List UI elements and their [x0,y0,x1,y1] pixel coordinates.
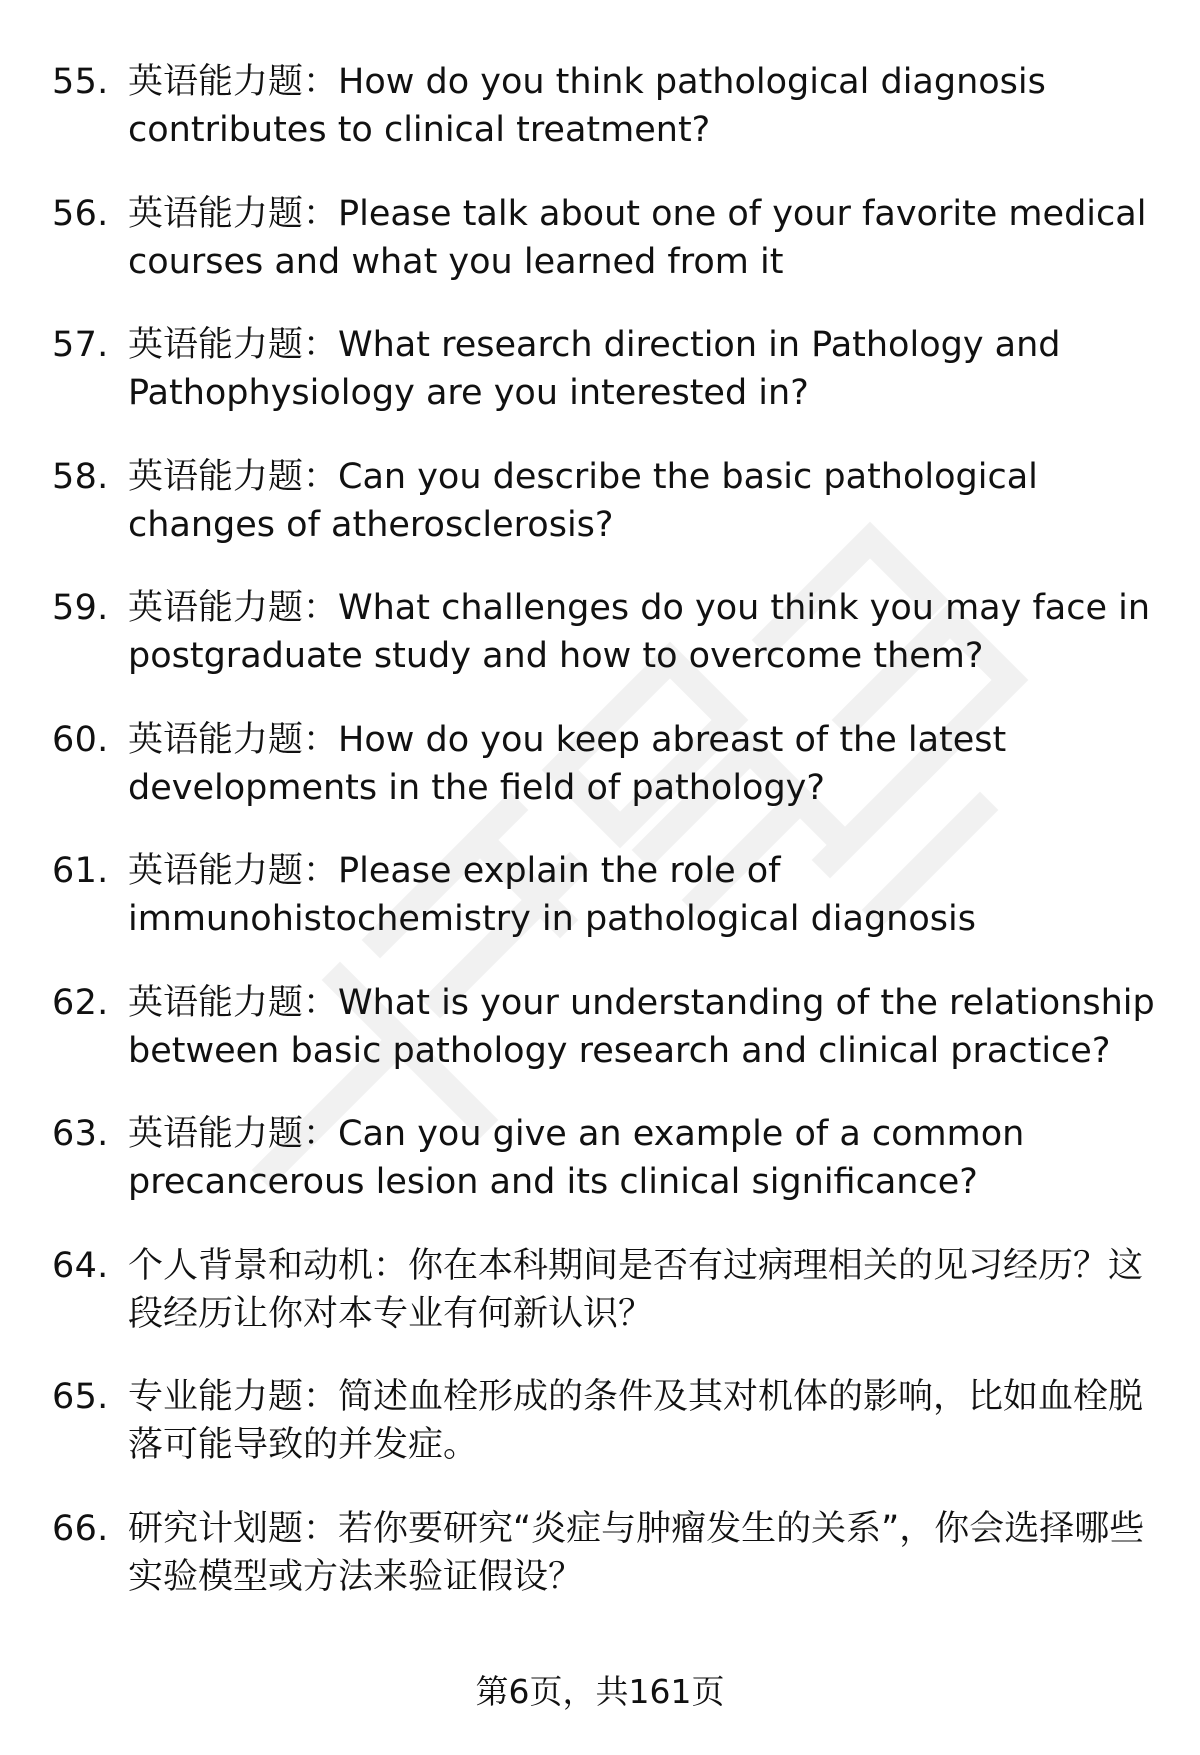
question-number: 66. [52,1508,109,1549]
question-item [52,979,1162,1111]
question-item [52,1242,1162,1374]
question-item [52,321,1162,453]
question-number: 64. [52,1245,109,1286]
question-number: 55. [52,62,109,102]
question-text: 英语能力题：What challenges do you think you may face in postgraduate study and how to overcome them? [128,588,1151,676]
question-item [52,847,1162,979]
question-text: 英语能力题：How do you keep abreast of the latest developments in the field of pathology? [128,719,1007,808]
question-number: 63. [52,1114,109,1154]
question-item [52,1505,1162,1637]
question-item [52,190,1162,322]
question-item [52,58,1162,190]
question-text: 英语能力题：What is your understanding of the relationship between basic pathology research and clinical practice? [128,982,1155,1071]
question-item [52,1110,1162,1242]
question-item [52,1373,1162,1505]
question-text: 个人背景和动机：你在本科期间是否有过病理相关的见习经历？这段经历让你对本专业有何新认识？ [128,1245,1144,1334]
question-text: 专业能力题：简述血栓形成的条件及其对机体的影响，比如血栓脱落可能导致的并发症。 [128,1377,1144,1465]
question-number: 60. [52,719,109,760]
question-number: 57. [52,325,109,365]
question-number: 56. [52,193,109,234]
question-text: 英语能力题：Can you give an example of a common precancerous lesion and its clinical significance? [128,1114,1025,1202]
question-text: 研究计划题：若你要研究“炎症与肿瘤发生的关系”，你会选择哪些实验模型或方法来验证假设？ [128,1508,1145,1597]
page-footer: 第6页，共161页 [475,1672,725,1711]
question-number: 65. [52,1377,109,1417]
question-item [52,584,1162,716]
question-number: 61. [52,851,109,891]
question-text: 英语能力题：Please talk about one of your favorite medical courses and what you learned from it [128,193,1147,282]
question-number: 62. [52,982,109,1023]
question-item [52,453,1162,585]
question-text: 英语能力题：Please explain the role of immunohistochemistry in pathological diagnosis [128,851,976,939]
question-number: 59. [52,588,109,628]
question-text: 英语能力题：What research direction in Pathology and Pathophysiology are you interested in? [128,325,1061,413]
question-text: 英语能力题：How do you think pathological diagnosis contributes to clinical treatment? [128,62,1046,150]
question-text: 英语能力题：Can you describe the basic pathological changes of atherosclerosis? [128,456,1038,545]
question-number: 58. [52,456,109,497]
question-list [52,58,1162,1636]
question-item [52,716,1162,848]
